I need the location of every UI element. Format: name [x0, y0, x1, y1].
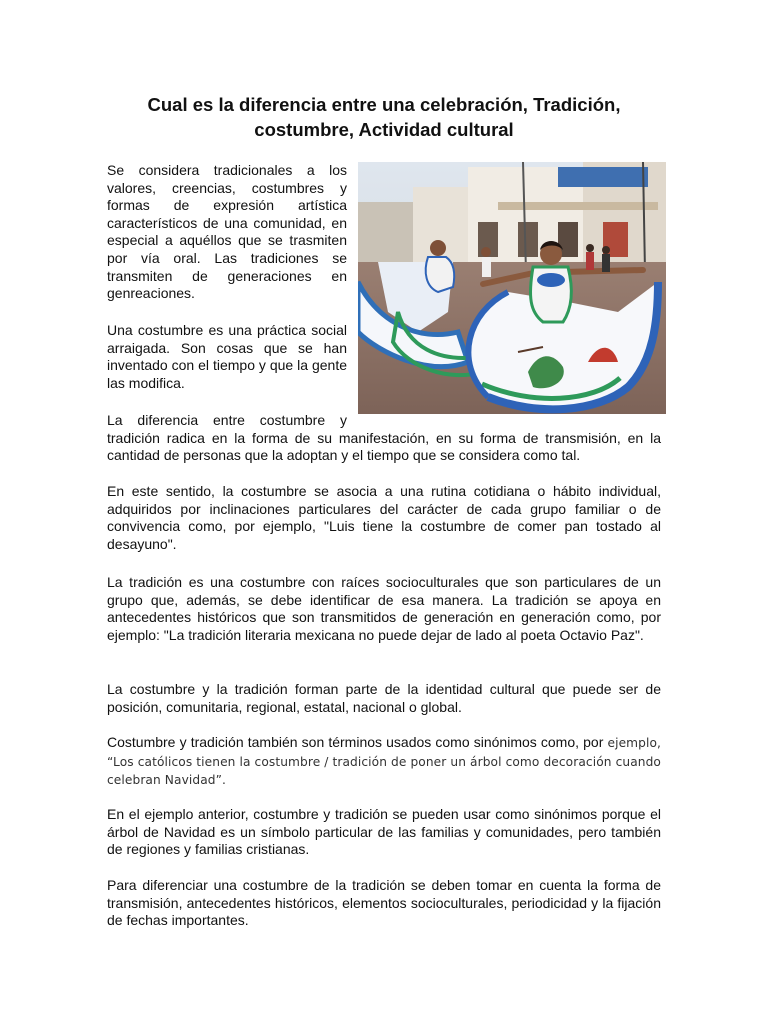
- paragraph-tradicion-raices: La tradición es una costumbre con raíces socioculturales que son particulares de un grupo que, además, se debe identificar de esa manera. La tradición se apoya en antecedentes históricos que son transmitidos de generación en generación como, por ejemplo: "La tradición literaria mexicana no puede dejar de lado al poeta Octavio Paz".: [107, 574, 661, 643]
- paragraph-ejemplo-anterior: En el ejemplo anterior, costumbre y tradición se pueden usar como sinónimos porque el árbol de Navidad es un símbolo particular de las familias y comunidades, pero también de regiones y familias cristianas.: [107, 806, 661, 858]
- paragraph-sentido: En este sentido, la costumbre se asocia a una rutina cotidiana o hábito individual, adquiridos por inclinaciones particulares del carácter de cada grupo familiar o de convivencia como, por ejemplo, "Luis tiene la costumbre de comer pan tostado al desayuno".: [107, 483, 661, 552]
- paragraph-diferencia: [107, 412, 661, 465]
- title-line-2: costumbre, Actividad cultural: [254, 119, 514, 140]
- paragraph-diferencia-rest: tradición radica en la forma de su manifestación, en su forma de transmisión, en la cantidad de personas que la adoptan y el tiempo que se considera como tal.: [107, 429, 661, 464]
- paragraph-sinonimos: [107, 734, 661, 790]
- paragraph-sinonimos-example: ejemplo, “Los católicos tienen la costumbre / tradición de poner un árbol como decoración cuando celebran Navidad”.: [107, 736, 662, 788]
- paragraph-identidad: La costumbre y la tradición forman parte de la identidad cultural que puede ser de posición, comunitaria, regional, estatal, nacional o global.: [107, 681, 661, 715]
- title-line-1: Cual es la diferencia entre una celebración, Tradición,: [147, 94, 621, 115]
- paragraph-diferenciar: Para diferenciar una costumbre de la tradición se deben tomar en cuenta la forma de transmisión, antecedentes históricos, elementos socioculturales, periodicidad y la fijación de fechas importantes.: [107, 877, 661, 929]
- dancer-photo-illustration: [358, 162, 666, 414]
- paragraph-tradiciones: Se considera tradicionales a los valores, creencias, costumbres y formas de expresión artística característicos de una comunidad, en especial a aquéllos que se trasmiten por vía oral. Las tradiciones se transmiten de generaciones en genreaciones.: [107, 162, 347, 302]
- paragraph-sinonimos-main: Costumbre y tradición también son términos usados como sinónimos como, por: [107, 734, 604, 750]
- document-title: [80, 92, 688, 142]
- paragraph-costumbre: Una costumbre es una práctica social arraigada. Son cosas que se han inventado con el tiempo y que la gente las modifica.: [107, 322, 347, 391]
- paragraph-diferencia-first-line: La diferencia entre costumbre y: [107, 412, 347, 428]
- dancer-photo: [358, 162, 666, 414]
